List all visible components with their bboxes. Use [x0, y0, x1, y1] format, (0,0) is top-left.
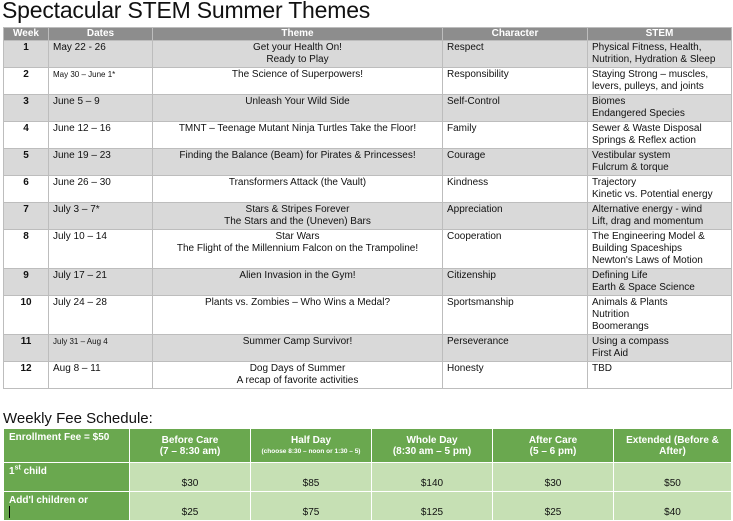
week-number-cell[interactable]: 7 — [4, 203, 49, 230]
week-number-cell[interactable]: 3 — [4, 95, 49, 122]
theme-line: The Stars and the (Uneven) Bars — [224, 216, 371, 227]
week-row — [4, 230, 732, 269]
week-theme-cell[interactable] — [153, 230, 443, 269]
stem-line: Nutrition — [592, 309, 630, 320]
week-dates-cell[interactable]: June 19 – 23 — [49, 149, 153, 176]
week-row — [4, 95, 732, 122]
week-row — [4, 176, 732, 203]
fee-cell[interactable]: $25 — [130, 492, 251, 521]
fee-schedule-title: Weekly Fee Schedule: — [3, 410, 153, 427]
stem-line: Defining Life — [592, 270, 648, 281]
week-character-cell[interactable]: Family — [443, 122, 588, 149]
week-character-cell[interactable]: Citizenship — [443, 269, 588, 296]
fee-cell[interactable]: $25 — [493, 492, 614, 521]
week-dates-cell[interactable]: July 3 – 7* — [49, 203, 153, 230]
stem-line: Vestibular system — [592, 150, 671, 161]
week-stem-cell[interactable] — [588, 122, 732, 149]
week-stem-cell[interactable] — [588, 149, 732, 176]
week-stem-cell[interactable] — [588, 230, 732, 269]
stem-line: Sewer & Waste Disposal — [592, 123, 702, 134]
fee-col-title: After Care — [528, 434, 578, 446]
theme-line: Summer Camp Survivor! — [242, 336, 353, 347]
week-row — [4, 296, 732, 335]
fee-col-title: Whole Day — [406, 434, 458, 446]
stem-line: Using a compass — [592, 336, 669, 347]
week-dates-cell[interactable]: June 5 – 9 — [49, 95, 153, 122]
fee-row-label[interactable]: Add'l children or — [4, 492, 130, 521]
week-stem-cell[interactable] — [588, 296, 732, 335]
week-dates-cell[interactable]: May 22 - 26 — [49, 41, 153, 68]
week-stem-cell[interactable] — [588, 362, 732, 389]
fee-cell[interactable]: $40 — [614, 492, 732, 521]
stem-line: Trajectory — [592, 177, 637, 188]
fee-col-half-day — [251, 429, 372, 463]
themes-body — [4, 41, 732, 389]
fee-cell[interactable]: $125 — [372, 492, 493, 521]
week-character-cell[interactable]: Cooperation — [443, 230, 588, 269]
week-row — [4, 149, 732, 176]
week-row — [4, 335, 732, 362]
week-row — [4, 203, 732, 230]
theme-line: Alien Invasion in the Gym! — [239, 270, 356, 281]
stem-line: Endangered Species — [592, 108, 685, 119]
theme-line: The Flight of the Millennium Falcon on the Trampoline! — [176, 243, 419, 254]
enrollment-fee: Enrollment Fee = $50 — [4, 429, 130, 463]
week-dates-cell[interactable]: July 17 – 21 — [49, 269, 153, 296]
themes-table — [3, 27, 732, 389]
week-theme-cell[interactable] — [153, 95, 443, 122]
fee-cell[interactable]: $30 — [493, 463, 614, 492]
week-stem-cell[interactable] — [588, 95, 732, 122]
fee-col-hours: (7 – 8:30 am) — [159, 445, 221, 457]
stem-line: Fulcrum & torque — [592, 162, 669, 173]
fee-col-before-care — [130, 429, 251, 463]
theme-line: Ready to Play — [266, 54, 329, 65]
week-theme-cell[interactable] — [153, 269, 443, 296]
theme-line: Unleash Your Wild Side — [245, 96, 350, 107]
stem-line: Alternative energy - wind — [592, 204, 703, 215]
fee-col-hours: After) — [659, 445, 686, 457]
week-number-cell[interactable]: 1 — [4, 41, 49, 68]
week-number-cell[interactable]: 11 — [4, 335, 49, 362]
week-theme-cell[interactable] — [153, 296, 443, 335]
stem-line: Earth & Space Science — [592, 282, 695, 293]
week-row — [4, 68, 732, 95]
header-character: Character — [443, 28, 588, 41]
week-character-cell[interactable]: Perseverance — [443, 335, 588, 362]
week-dates-cell[interactable]: Aug 8 – 11 — [49, 362, 153, 389]
fee-header-row — [4, 429, 732, 463]
fee-row-label: 1st child — [4, 463, 130, 492]
stem-line: Physical Fitness, Health, — [592, 42, 702, 53]
fee-col-hours: (5 – 6 pm) — [529, 445, 577, 457]
week-theme-cell[interactable] — [153, 176, 443, 203]
week-theme-cell[interactable] — [153, 335, 443, 362]
week-stem-cell[interactable] — [588, 335, 732, 362]
week-stem-cell[interactable] — [588, 203, 732, 230]
fee-col-whole-day — [372, 429, 493, 463]
week-number-cell[interactable]: 6 — [4, 176, 49, 203]
week-dates-cell[interactable]: May 30 – June 1* — [49, 68, 153, 95]
stem-line: Nutrition, Hydration & Sleep — [592, 54, 716, 65]
week-number-cell[interactable]: 2 — [4, 68, 49, 95]
theme-line: Get your Health On! — [253, 42, 342, 53]
week-dates-cell[interactable]: June 26 – 30 — [49, 176, 153, 203]
week-number-cell[interactable]: 8 — [4, 230, 49, 269]
week-dates-cell[interactable]: June 12 – 16 — [49, 122, 153, 149]
week-character-cell[interactable]: Respect — [443, 41, 588, 68]
week-row — [4, 269, 732, 296]
fee-row-first-child — [4, 463, 732, 492]
header-stem: STEM — [588, 28, 732, 41]
week-stem-cell[interactable] — [588, 269, 732, 296]
theme-line: Dog Days of Summer — [249, 363, 346, 374]
week-character-cell[interactable]: Kindness — [443, 176, 588, 203]
week-theme-cell[interactable] — [153, 149, 443, 176]
week-number-cell[interactable]: 9 — [4, 269, 49, 296]
fee-table — [3, 428, 732, 521]
theme-line: A recap of favorite activities — [236, 375, 359, 386]
header-week: Week — [4, 28, 49, 41]
week-character-cell[interactable]: Courage — [443, 149, 588, 176]
week-dates-cell[interactable]: July 10 – 14 — [49, 230, 153, 269]
week-stem-cell[interactable] — [588, 68, 732, 95]
week-row — [4, 41, 732, 68]
stem-line: First Aid — [592, 348, 629, 359]
stem-line: Staying Strong – muscles, — [592, 69, 709, 80]
fee-cell[interactable]: $50 — [614, 463, 732, 492]
week-character-cell[interactable]: Honesty — [443, 362, 588, 389]
header-theme: Theme — [153, 28, 443, 41]
fee-col-hours: (8:30 am – 5 pm) — [392, 445, 472, 457]
stem-line: Lift, drag and momentum — [592, 216, 704, 227]
week-theme-cell[interactable] — [153, 68, 443, 95]
fee-cell[interactable]: $30 — [130, 463, 251, 492]
stem-line: Building Spaceships — [592, 243, 683, 254]
week-theme-cell[interactable] — [153, 41, 443, 68]
fee-col-extended — [614, 429, 732, 463]
text-cursor — [9, 506, 10, 518]
week-number-cell[interactable]: 10 — [4, 296, 49, 335]
week-row — [4, 362, 732, 389]
week-theme-cell[interactable] — [153, 122, 443, 149]
theme-line: Star Wars — [275, 231, 320, 242]
fee-cell[interactable]: $75 — [251, 492, 372, 521]
week-stem-cell[interactable] — [588, 176, 732, 203]
theme-line: Plants vs. Zombies – Who Wins a Medal? — [204, 297, 391, 308]
week-character-cell[interactable]: Appreciation — [443, 203, 588, 230]
week-dates-cell[interactable]: July 31 – Aug 4 — [49, 335, 153, 362]
theme-line: TMNT – Teenage Mutant Ninja Turtles Take the Floor! — [178, 123, 417, 134]
stem-line: The Engineering Model & — [592, 231, 705, 242]
themes-header-row — [4, 28, 732, 41]
fee-col-title: Half Day — [290, 434, 331, 446]
stem-line: TBD — [592, 363, 612, 374]
fee-cell[interactable]: $140 — [372, 463, 493, 492]
stem-line: Animals & Plants — [592, 297, 668, 308]
header-dates: Dates — [49, 28, 153, 41]
fee-col-title: Before Care — [161, 434, 219, 446]
fee-cell[interactable]: $85 — [251, 463, 372, 492]
stem-line: Boomerangs — [592, 321, 649, 332]
week-stem-cell[interactable] — [588, 41, 732, 68]
fee-row-additional-children — [4, 492, 732, 521]
stem-line: Kinetic vs. Potential energy — [592, 189, 713, 200]
week-character-cell[interactable]: Responsibility — [443, 68, 588, 95]
week-number-cell[interactable]: 4 — [4, 122, 49, 149]
theme-line: The Science of Superpowers! — [231, 69, 364, 80]
week-character-cell[interactable]: Sportsmanship — [443, 296, 588, 335]
week-number-cell[interactable]: 5 — [4, 149, 49, 176]
stem-line: Biomes — [592, 96, 626, 107]
week-number-cell[interactable]: 12 — [4, 362, 49, 389]
fee-col-title: Extended (Before & — [626, 434, 719, 446]
stem-line: Newton's Laws of Motion — [592, 255, 703, 266]
fee-col-after-care — [493, 429, 614, 463]
theme-line: Stars & Stripes Forever — [245, 204, 350, 215]
fee-col-hours: (choose 8:30 – noon or 1:30 – 5) — [261, 447, 361, 455]
week-theme-cell[interactable] — [153, 203, 443, 230]
week-row — [4, 122, 732, 149]
theme-line: Transformers Attack (the Vault) — [228, 177, 367, 188]
stem-line: levers, pulleys, and joints — [592, 81, 704, 92]
page-title: Spectacular STEM Summer Themes — [2, 0, 371, 23]
week-dates-cell[interactable]: July 24 – 28 — [49, 296, 153, 335]
week-character-cell[interactable]: Self-Control — [443, 95, 588, 122]
stem-line: Springs & Reflex action — [592, 135, 696, 146]
week-theme-cell[interactable] — [153, 362, 443, 389]
theme-line: Finding the Balance (Beam) for Pirates & Princesses! — [179, 150, 416, 161]
